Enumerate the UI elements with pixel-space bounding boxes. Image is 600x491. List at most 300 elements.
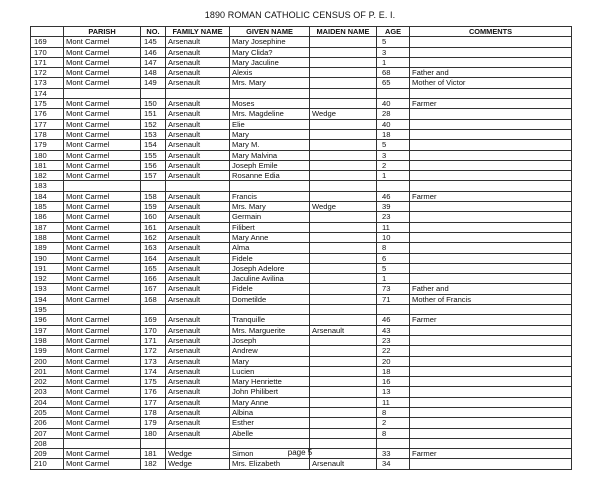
no-cell: 167 [141,284,166,294]
family-name-cell: Arsenault [166,160,230,170]
table-row [31,37,572,47]
comments-cell [410,212,572,222]
age-cell [377,181,410,191]
maiden-name-cell [310,150,377,160]
family-name-cell: Arsenault [166,57,230,67]
age-cell: 11 [377,397,410,407]
no-cell: 152 [141,119,166,129]
age-cell: 16 [377,377,410,387]
given-name-cell: Lucien [230,366,310,376]
maiden-name-cell [310,99,377,109]
no-cell: 165 [141,263,166,273]
age-cell: 1 [377,57,410,67]
given-name-cell: Mary Jaculine [230,57,310,67]
family-name-cell: Arsenault [166,99,230,109]
family-name-cell: Arsenault [166,284,230,294]
row-number-cell: 169 [31,37,64,47]
given-name-cell: Germain [230,212,310,222]
no-cell: 177 [141,397,166,407]
given-name-cell: Joseph [230,335,310,345]
age-cell: 20 [377,356,410,366]
age-cell: 28 [377,109,410,119]
no-cell: 153 [141,129,166,139]
row-number-cell: 206 [31,418,64,428]
table-row [31,181,572,191]
maiden-name-cell [310,181,377,191]
parish-cell: Mont Carmel [64,99,141,109]
parish-cell: Mont Carmel [64,325,141,335]
no-cell: 163 [141,243,166,253]
comments-cell [410,119,572,129]
row-number-cell: 199 [31,346,64,356]
age-cell: 65 [377,78,410,88]
table-row [31,428,572,438]
maiden-name-cell [310,253,377,263]
row-number-cell: 201 [31,366,64,376]
row-number-cell: 192 [31,274,64,284]
family-name-cell: Arsenault [166,68,230,78]
table-row [31,78,572,88]
table-row [31,325,572,335]
parish-cell: Mont Carmel [64,212,141,222]
header-age: AGE [377,27,410,37]
family-name-cell: Arsenault [166,37,230,47]
given-name-cell: Alma [230,243,310,253]
age-cell: 39 [377,202,410,212]
family-name-cell: Arsenault [166,335,230,345]
table-row [31,315,572,325]
comments-cell [410,335,572,345]
table-row [31,99,572,109]
row-number-cell: 179 [31,140,64,150]
family-name-cell: Arsenault [166,325,230,335]
header-row-number [31,27,64,37]
no-cell: 176 [141,387,166,397]
comments-cell [410,181,572,191]
table-row [31,140,572,150]
family-name-cell: Arsenault [166,418,230,428]
header-maiden-name: MAIDEN NAME [310,27,377,37]
header-row [31,27,572,37]
family-name-cell: Arsenault [166,212,230,222]
maiden-name-cell [310,78,377,88]
no-cell: 174 [141,366,166,376]
maiden-name-cell: Arsenault [310,459,377,469]
maiden-name-cell [310,171,377,181]
maiden-name-cell [310,222,377,232]
family-name-cell: Arsenault [166,140,230,150]
age-cell: 73 [377,284,410,294]
row-number-cell: 180 [31,150,64,160]
parish-cell [64,305,141,315]
given-name-cell: Mary Clida? [230,47,310,57]
family-name-cell: Arsenault [166,109,230,119]
comments-cell [410,459,572,469]
table-row [31,366,572,376]
maiden-name-cell [310,232,377,242]
family-name-cell: Wedge [166,459,230,469]
table-row [31,160,572,170]
maiden-name-cell [310,294,377,304]
table-row [31,212,572,222]
maiden-name-cell [310,428,377,438]
age-cell: 8 [377,428,410,438]
given-name-cell: Mary Josephine [230,37,310,47]
no-cell: 179 [141,418,166,428]
parish-cell: Mont Carmel [64,366,141,376]
row-number-cell: 210 [31,459,64,469]
no-cell: 166 [141,274,166,284]
table-row [31,129,572,139]
maiden-name-cell [310,263,377,273]
family-name-cell: Arsenault [166,356,230,366]
comments-cell: Mother of Victor [410,78,572,88]
table-row [31,397,572,407]
given-name-cell: Fidele [230,253,310,263]
parish-cell: Mont Carmel [64,274,141,284]
no-cell: 161 [141,222,166,232]
maiden-name-cell [310,366,377,376]
given-name-cell: Mrs. Mary [230,78,310,88]
given-name-cell: Abelle [230,428,310,438]
age-cell: 5 [377,37,410,47]
family-name-cell: Arsenault [166,377,230,387]
maiden-name-cell [310,160,377,170]
comments-cell [410,160,572,170]
given-name-cell: Mrs. Magdeline [230,109,310,119]
age-cell: 18 [377,129,410,139]
family-name-cell: Arsenault [166,407,230,417]
row-number-cell: 175 [31,99,64,109]
comments-cell [410,57,572,67]
row-number-cell: 184 [31,191,64,201]
row-number-cell: 196 [31,315,64,325]
given-name-cell: Dometilde [230,294,310,304]
table-row [31,253,572,263]
age-cell: 33 [377,449,410,459]
given-name-cell: Mary M. [230,140,310,150]
parish-cell: Mont Carmel [64,387,141,397]
age-cell [377,88,410,98]
given-name-cell: John Philibert [230,387,310,397]
row-number-cell: 208 [31,438,64,448]
table-row [31,171,572,181]
parish-cell: Mont Carmel [64,160,141,170]
table-row [31,263,572,273]
given-name-cell: Mrs. Mary [230,202,310,212]
parish-cell: Mont Carmel [64,335,141,345]
parish-cell: Mont Carmel [64,150,141,160]
table-row [31,459,572,469]
given-name-cell: Mrs. Elizabeth [230,459,310,469]
header-family-name: FAMILY NAME [166,27,230,37]
no-cell: 160 [141,212,166,222]
comments-cell [410,325,572,335]
row-number-cell: 189 [31,243,64,253]
header-given-name: GIVEN NAME [230,27,310,37]
age-cell: 23 [377,212,410,222]
comments-cell [410,171,572,181]
maiden-name-cell [310,243,377,253]
no-cell [141,181,166,191]
comments-cell [410,109,572,119]
comments-cell: Father and [410,68,572,78]
family-name-cell: Arsenault [166,202,230,212]
row-number-cell: 177 [31,119,64,129]
parish-cell: Mont Carmel [64,222,141,232]
comments-cell [410,274,572,284]
no-cell: 156 [141,160,166,170]
maiden-name-cell [310,191,377,201]
row-number-cell: 191 [31,263,64,273]
row-number-cell: 193 [31,284,64,294]
header-parish: PARISH [64,27,141,37]
census-table [30,26,572,470]
parish-cell: Mont Carmel [64,171,141,181]
given-name-cell: Joseph Adelore [230,263,310,273]
parish-cell [64,88,141,98]
family-name-cell: Arsenault [166,315,230,325]
parish-cell: Mont Carmel [64,428,141,438]
parish-cell: Mont Carmel [64,253,141,263]
row-number-cell: 207 [31,428,64,438]
comments-cell: Farmer [410,99,572,109]
parish-cell: Mont Carmel [64,263,141,273]
maiden-name-cell [310,212,377,222]
family-name-cell: Arsenault [166,222,230,232]
age-cell: 1 [377,171,410,181]
family-name-cell: Arsenault [166,232,230,242]
row-number-cell: 176 [31,109,64,119]
maiden-name-cell [310,335,377,345]
no-cell: 172 [141,346,166,356]
given-name-cell: Elie [230,119,310,129]
comments-cell [410,366,572,376]
given-name-cell: Alexis [230,68,310,78]
parish-cell: Mont Carmel [64,191,141,201]
no-cell: 151 [141,109,166,119]
parish-cell: Mont Carmel [64,140,141,150]
family-name-cell: Arsenault [166,387,230,397]
maiden-name-cell [310,315,377,325]
age-cell: 8 [377,243,410,253]
age-cell: 3 [377,47,410,57]
row-number-cell: 202 [31,377,64,387]
comments-cell [410,305,572,315]
family-name-cell: Arsenault [166,119,230,129]
row-number-cell: 186 [31,212,64,222]
comments-cell [410,263,572,273]
row-number-cell: 174 [31,88,64,98]
family-name-cell: Arsenault [166,171,230,181]
given-name-cell: Mary [230,356,310,366]
row-number-cell: 183 [31,181,64,191]
row-number-cell: 209 [31,449,64,459]
comments-cell [410,47,572,57]
given-name-cell: Mary [230,129,310,139]
parish-cell: Mont Carmel [64,397,141,407]
parish-cell: Mont Carmel [64,37,141,47]
age-cell: 6 [377,253,410,263]
age-cell: 22 [377,346,410,356]
parish-cell: Mont Carmel [64,119,141,129]
row-number-cell: 181 [31,160,64,170]
maiden-name-cell [310,129,377,139]
age-cell: 2 [377,160,410,170]
row-number-cell: 172 [31,68,64,78]
comments-cell [410,140,572,150]
parish-cell: Mont Carmel [64,47,141,57]
table-row [31,305,572,315]
given-name-cell [230,88,310,98]
family-name-cell: Arsenault [166,397,230,407]
parish-cell: Mont Carmel [64,418,141,428]
no-cell [141,88,166,98]
header-comments: COMMENTS [410,27,572,37]
given-name-cell: Tranquille [230,315,310,325]
comments-cell [410,356,572,366]
age-cell: 11 [377,222,410,232]
age-cell: 18 [377,366,410,376]
maiden-name-cell: Arsenault [310,325,377,335]
comments-cell [410,88,572,98]
row-number-cell: 188 [31,232,64,242]
given-name-cell: Jaculine Avilina [230,274,310,284]
table-row [31,191,572,201]
age-cell: 40 [377,99,410,109]
row-number-cell: 182 [31,171,64,181]
no-cell: 173 [141,356,166,366]
table-row [31,387,572,397]
maiden-name-cell [310,418,377,428]
row-number-cell: 190 [31,253,64,263]
family-name-cell: Arsenault [166,428,230,438]
comments-cell [410,418,572,428]
family-name-cell [166,305,230,315]
family-name-cell: Wedge [166,449,230,459]
comments-cell [410,346,572,356]
comments-cell: Father and [410,284,572,294]
maiden-name-cell [310,407,377,417]
family-name-cell [166,181,230,191]
maiden-name-cell: Wedge [310,109,377,119]
table-row [31,243,572,253]
row-number-cell: 185 [31,202,64,212]
table-row [31,57,572,67]
maiden-name-cell [310,346,377,356]
family-name-cell: Arsenault [166,150,230,160]
table-row [31,47,572,57]
table-row [31,284,572,294]
no-cell [141,305,166,315]
table-row [31,346,572,356]
age-cell: 46 [377,191,410,201]
given-name-cell: Mary Anne [230,397,310,407]
age-cell: 68 [377,68,410,78]
census-body [31,37,572,469]
no-cell: 155 [141,150,166,160]
table-row [31,150,572,160]
maiden-name-cell [310,88,377,98]
comments-cell [410,428,572,438]
age-cell: 43 [377,325,410,335]
comments-cell [410,222,572,232]
given-name-cell: Fidele [230,284,310,294]
given-name-cell: Mrs. Marguerite [230,325,310,335]
given-name-cell: Mary Henriette [230,377,310,387]
maiden-name-cell [310,356,377,366]
no-cell: 175 [141,377,166,387]
maiden-name-cell [310,274,377,284]
comments-cell: Farmer [410,191,572,201]
family-name-cell: Arsenault [166,263,230,273]
given-name-cell: Filibert [230,222,310,232]
parish-cell: Mont Carmel [64,129,141,139]
no-cell: 148 [141,68,166,78]
given-name-cell [230,305,310,315]
row-number-cell: 203 [31,387,64,397]
maiden-name-cell: Wedge [310,202,377,212]
no-cell: 178 [141,407,166,417]
family-name-cell: Arsenault [166,366,230,376]
no-cell: 157 [141,171,166,181]
table-row [31,202,572,212]
maiden-name-cell [310,284,377,294]
no-cell: 171 [141,335,166,345]
row-number-cell: 204 [31,397,64,407]
parish-cell: Mont Carmel [64,243,141,253]
table-row [31,119,572,129]
no-cell: 168 [141,294,166,304]
maiden-name-cell [310,57,377,67]
parish-cell [64,181,141,191]
row-number-cell: 173 [31,78,64,88]
given-name-cell: Mary Malvina [230,150,310,160]
maiden-name-cell [310,119,377,129]
family-name-cell: Arsenault [166,253,230,263]
maiden-name-cell [310,37,377,47]
age-cell: 23 [377,335,410,345]
given-name-cell: Albina [230,407,310,417]
no-cell: 150 [141,99,166,109]
family-name-cell: Arsenault [166,346,230,356]
given-name-cell: Moses [230,99,310,109]
comments-cell [410,37,572,47]
page-number: page 5 [287,448,313,457]
parish-cell: Mont Carmel [64,407,141,417]
comments-cell: Mother of Francis [410,294,572,304]
comments-cell [410,232,572,242]
document-title: 1890 ROMAN CATHOLIC CENSUS OF P. E. I. [204,10,396,20]
maiden-name-cell [310,305,377,315]
table-row [31,232,572,242]
age-cell: 10 [377,232,410,242]
parish-cell: Mont Carmel [64,356,141,366]
table-row [31,68,572,78]
row-number-cell: 171 [31,57,64,67]
family-name-cell: Arsenault [166,129,230,139]
row-number-cell: 195 [31,305,64,315]
parish-cell: Mont Carmel [64,78,141,88]
no-cell: 164 [141,253,166,263]
parish-cell: Mont Carmel [64,68,141,78]
no-cell: 169 [141,315,166,325]
table-row [31,294,572,304]
maiden-name-cell [310,68,377,78]
comments-cell [410,397,572,407]
table-row [31,418,572,428]
parish-cell: Mont Carmel [64,294,141,304]
